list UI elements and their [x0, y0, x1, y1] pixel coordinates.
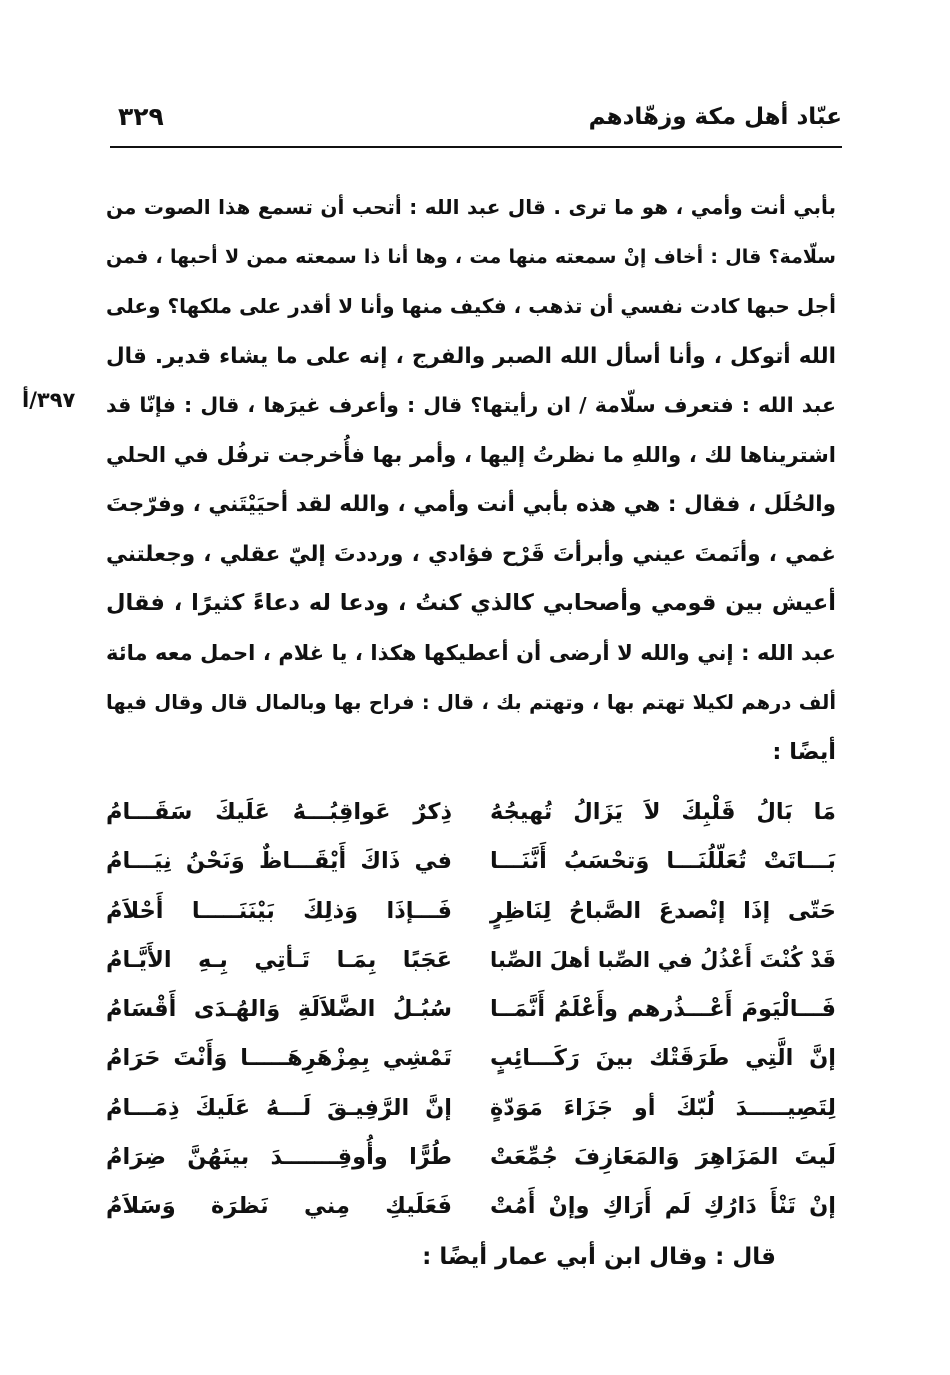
- first-hemistich: فَـــالْيَومَ أَعْـــذُرهم وأَعْلَمُ أَنَّمَــا: [490, 996, 836, 1023]
- second-hemistich: تَمْشِي بِمِزْهَرِهَـــــا وَأَنْتَ حَرَامُ: [106, 1045, 452, 1072]
- running-title: عبّاد أهل مكة وزهّادهم: [588, 104, 842, 130]
- prose-line: اشتريناها لك ، واللهِ ما نظرتُ إليها ، وأمر بها فأُخرجت ترفُل في الحلي: [106, 442, 836, 467]
- poem-verse: [106, 985, 836, 1034]
- first-hemistich: حَتّى إذَا إنْصدعَ الصَّباحُ لِنَاظِرٍ: [490, 897, 836, 924]
- second-hemistich: طُرًّا وأُوقِـــــــدَ بينَهُنَّ ضِرَامُ: [106, 1144, 452, 1171]
- prose-line: أجل حبها كادت نفسي أن تذهب ، فكيف منها وأنا لا أقدر على ملكها؟ وعلى: [106, 294, 836, 318]
- prose-line: والحُلَل ، فقال : هي هذه بأبي أنت وأمي ، والله لقد أحيَيْتَني ، وفرّجتَ: [106, 492, 836, 517]
- header-rule: [110, 146, 842, 148]
- second-hemistich: في ذَاكَ أَيْقَـــاظٌ وَنَحْنُ نِيَـــامُ: [106, 848, 452, 875]
- prose-line: عبد الله : إني والله لا أرضى أن أعطيكها هكذا ، يا غلام ، احمل معه مائة: [106, 640, 836, 665]
- manuscript-folio-note: ٣٩٧/أ: [22, 388, 76, 412]
- prose-line: الله أتوكل ، وأنا أسأل الله الصبر والفرج ، إنه على ما يشاء قدير. قال: [106, 343, 836, 369]
- first-hemistich: لَيتَ المَزَاهِرَ وَالمَعَازِفَ جُمِّعَتْ: [490, 1144, 836, 1171]
- closing-line: قال : وقال ابن أبي عمار أيضًا :: [422, 1244, 776, 1270]
- page-header: [110, 100, 842, 140]
- second-hemistich: فَـــإذَا وَذلِكَ بَيْنَنَـــــا أَحْلاَمُ: [106, 897, 452, 924]
- second-hemistich: إنَّ الرَّفِيـقَ لَـــهُ عَلَيكَ ذِمَـــامُ: [106, 1094, 452, 1121]
- poem-verse: [106, 788, 836, 837]
- first-hemistich: إنْ تَنْأَ دَارُكِ لَم أَرَاكِ وإنْ أَمُتْ: [490, 1193, 836, 1220]
- second-hemistich: ذِكرٌ عَواقِبُـــهُ عَلَيكَ سَقَـــامُ: [106, 799, 452, 825]
- prose-line: ألف درهم لكيلا تهتم بها ، وتهتم بك ، قال : فراح بها وبالمال قال وقال فيها: [106, 691, 836, 714]
- prose-paragraph: [106, 183, 836, 777]
- poem-verse: [106, 837, 836, 886]
- prose-line: أعيش بين قومي وأصحابي كالذي كنتُ ، ودعا له دعاءً كثيرًا ، فقال: [106, 590, 836, 616]
- prose-line: أيضًا :: [772, 738, 836, 765]
- second-hemistich: سُبُـلُ الضَّلاَلَةِ وَالهُـدَى أَقْسَامُ: [106, 996, 452, 1023]
- prose-line: غمي ، وأنَمتَ عيني وأبرأتَ قَرْح فؤادي ، ورددتَ إليّ عقلي ، وجعلتني: [106, 541, 836, 567]
- prose-line: سلّامة؟ قال : أخاف إنْ سمعته منها مت ، وها أنا ذا سمعته ممن لا أحبها ، فمن: [106, 245, 836, 268]
- second-hemistich: فَعَلَيكِ مِني نَظرَة وَسَلاَمُ: [106, 1193, 452, 1220]
- first-hemistich: قَدْ كُنْتَ أَعْذُلُ في الصِّبا أهلَ الصِّبا: [490, 947, 836, 972]
- second-hemistich: عَجَبًا بِمَـا تَـأتِي بِـهِ الأَيَّـامُ: [106, 946, 452, 973]
- poem-verse: [106, 1034, 836, 1083]
- poem-verse: [106, 887, 836, 936]
- poem-verse: [106, 1133, 836, 1182]
- prose-line: بأبي أنت وأمي ، هو ما ترى . قال عبد الله : أتحب أن تسمع هذا الصوت من: [106, 195, 836, 219]
- poem-verse: [106, 936, 836, 985]
- poem-verse: [106, 1084, 836, 1133]
- first-hemistich: بَـــاتَتْ تُعَلّلُنَـــا وَتحْسَبُ أَنَّنَـــا: [490, 848, 836, 875]
- first-hemistich: لِتَصِيـــــدَ لُبّكَ أو جَزَاءَ مَوَدّةٍ: [490, 1094, 836, 1121]
- page-number: ٣٢٩: [118, 102, 164, 131]
- prose-line: عبد الله : فتعرف سلّامة / ان رأيتها؟ قال : وأعرف غيرَها ، قال : فإنّا قد: [106, 393, 836, 417]
- poem-verse: [106, 1182, 836, 1231]
- first-hemistich: إنَّ الَّتِي طَرَقَتْك بينَ رَكَـــائِبٍ: [490, 1045, 836, 1072]
- first-hemistich: مَا بَالُ قَلْبِكَ لاَ يَزَالُ تُهيجُهُ: [490, 799, 836, 825]
- poem: [106, 788, 836, 1232]
